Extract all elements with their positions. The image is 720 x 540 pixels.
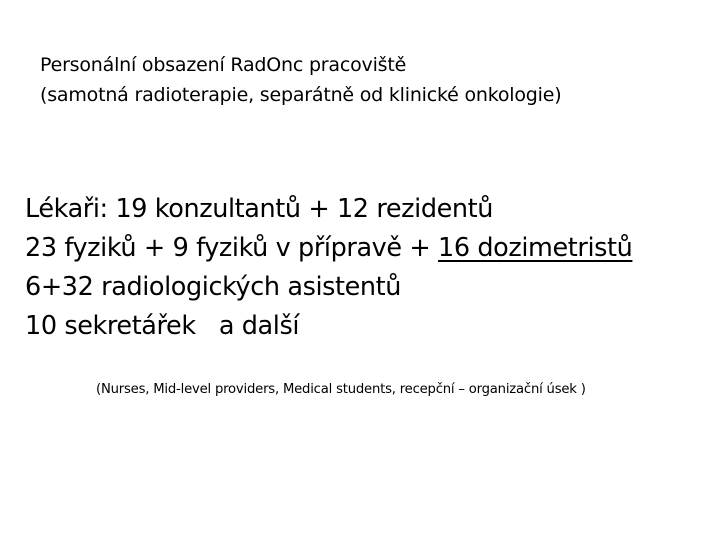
footnote: (Nurses, Mid-level providers, Medical students, recepční – organizační úsek ): [96, 382, 586, 397]
slide-title: [40, 50, 561, 110]
title-line-1: Personální obsazení RadOnc pracoviště: [40, 54, 407, 76]
staff-line-radiology-assistants: 6+32 radiologických asistentů: [25, 272, 402, 302]
physicists-text: 23 fyziků + 9 fyziků v přípravě +: [25, 233, 439, 263]
title-line-2: (samotná radioterapie, separátně od klinické onkologie): [40, 84, 562, 106]
staff-list: [25, 190, 632, 346]
staff-line-physicians: Lékaři: 19 konzultantů + 12 rezidentů: [25, 194, 494, 224]
staff-line-secretaries: 10 sekretářek a další: [25, 311, 300, 341]
staff-line-physicists: [25, 229, 632, 268]
dosimetrists-text: 16 dozimetristů: [438, 233, 633, 263]
